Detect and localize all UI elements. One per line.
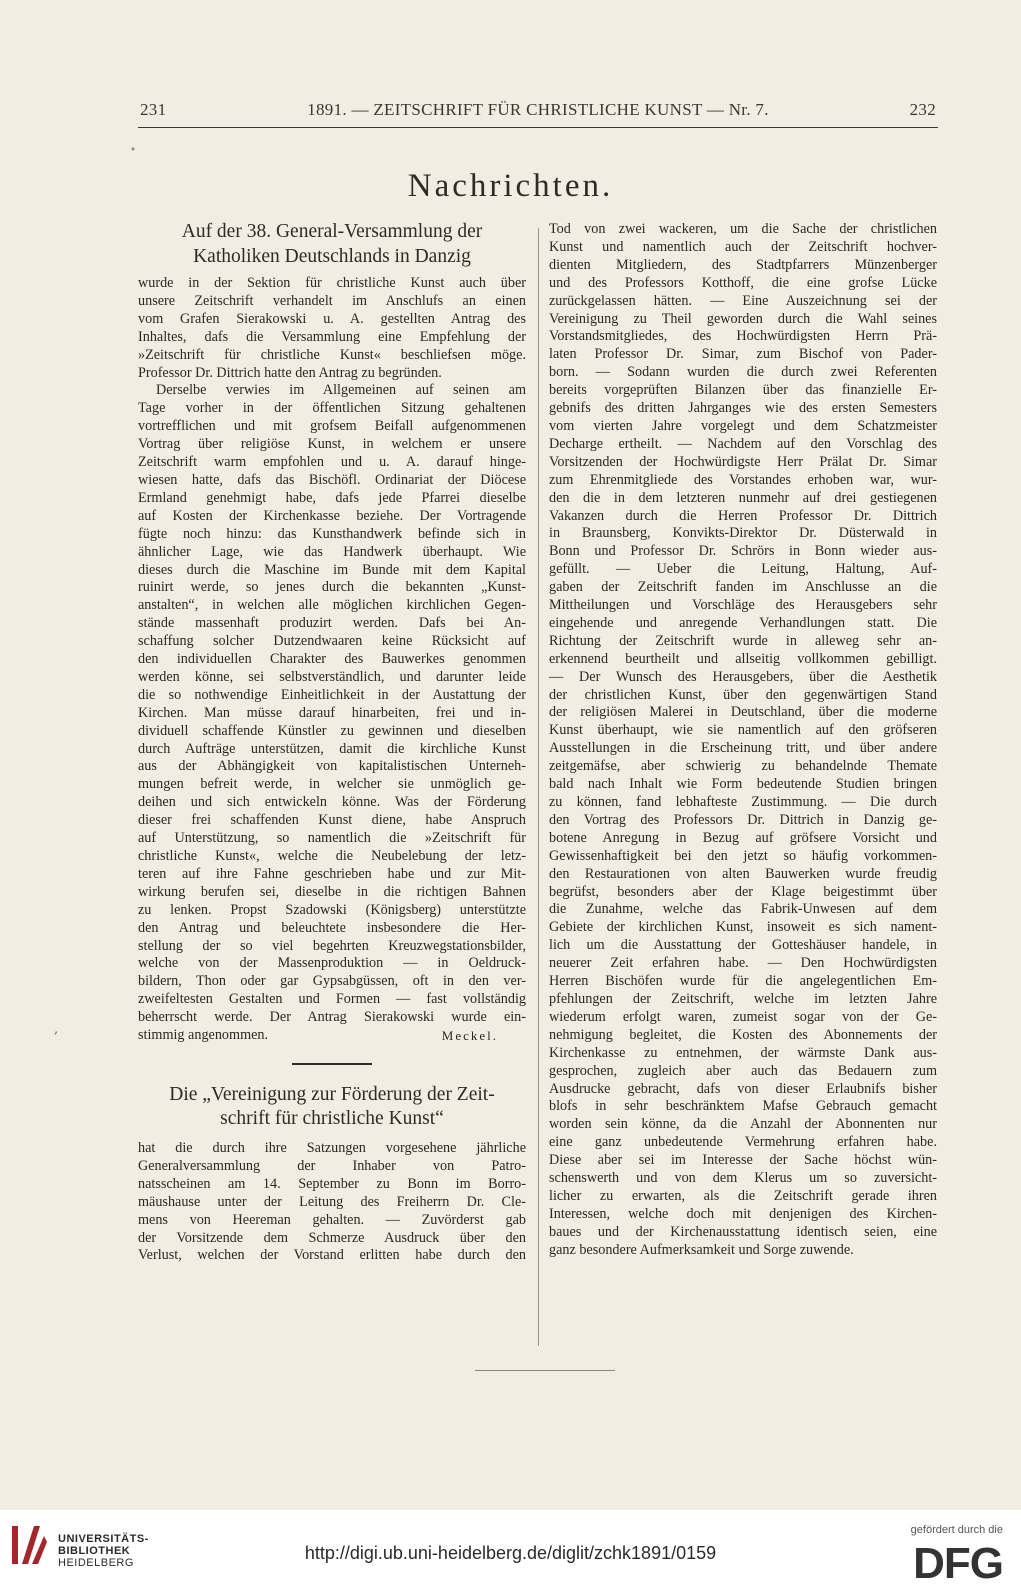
article1-heading-line2: Katholiken Deutschlands in Danzig (193, 245, 471, 267)
text-line: wiederum erfolgt waren, zumeist sogar von der Ge- (549, 1008, 937, 1025)
text-line: Vorstandsmitgliedes, des Hochwürdigsten Herrn Prä- (549, 328, 937, 345)
column-divider (538, 228, 539, 1346)
library-name-line1: UNIVERSITÄTS- (58, 1533, 149, 1545)
text-line: den Restaurationen von alten Bauwerken wurde freudig (549, 865, 937, 882)
text-line: teren auf ihre Fahne geschrieben habe und zur Mit- (138, 865, 526, 882)
text-line: wurde in der Sektion für christliche Kunst auch über (138, 275, 526, 291)
text-line: gefüllt. — Ueber die Leitung, Haltung, Auf- (549, 561, 937, 578)
text-line: nehmigung begleitet, die Kosten des Abonnements der (549, 1026, 937, 1043)
text-line: den individuellen Charakter des Bauwerkes genommen (138, 651, 526, 668)
permalink-url[interactable]: http://digi.ub.uni-heidelberg.de/diglit/zchk1891/0159 (304, 1543, 717, 1563)
text-line: Generalversammlung der Inhaber von Patro- (138, 1157, 526, 1174)
text-line: der religiösen Malerei in Deutschland, über die moderne (549, 704, 937, 721)
text-line: christliche Kunst«, welche die Neubelebung der letz- (138, 848, 526, 864)
text-line: Vorsitzenden der Hochwürdigste Herr Prälat Dr. Simar (549, 453, 937, 470)
text-line: bildern, Thon oder gar Gypsabgüssen, oft in den ver- (138, 973, 526, 990)
text-line: natsscheinen am 14. September zu Bonn im Borro- (138, 1175, 526, 1192)
footer-bar (0, 1510, 1021, 1594)
text-line: den Antrag und beleuchtete insbesondere die Her- (138, 919, 526, 936)
text-line: auf Unterstützung, so namentlich die »Zeitschrift für (138, 830, 526, 847)
text-line: neuerer Zeit erfahren habe. — Den Hochwürdigsten (549, 955, 937, 972)
text-line: zu lenken. Propst Szadowski (Königsberg) unterstützte (138, 901, 526, 918)
text-line: zum Ehrenmitgliede des Vorstandes erhoben war, wur- (549, 471, 937, 488)
text-line: wirkung berufen sei, dieselbe in die richtigen Bahnen (138, 883, 526, 900)
library-name-line3: HEIDELBERG (58, 1557, 134, 1569)
article1-author: Meckel. (441, 1028, 498, 1044)
text-line: stände massenhaft produzirt werden. Dafs bei An- (138, 615, 526, 632)
text-line: in Braunsberg, Konvikts-Direktor Dr. Düsterwald in (549, 525, 937, 542)
text-line: hat die durch ihre Satzungen vorgesehene jährliche (138, 1139, 526, 1156)
article2-heading (138, 1083, 526, 1132)
journal-header: 1891. — ZEITSCHRIFT FÜR CHRISTLICHE KUNST — Nr. 7. (307, 100, 769, 119)
right-column-last-line: ganz besondere Aufmerksamkeit und Sorge zuwende. (549, 1241, 854, 1258)
text-line: schaffung solcher Dutzendwaaren keine Rücksicht auf (138, 633, 526, 650)
left-column (138, 220, 526, 1265)
article1-last-line: stimmig angenommen. (138, 1027, 269, 1044)
running-head (140, 100, 936, 124)
article1-paragraph-2 (138, 382, 526, 1027)
text-line: Diese aber sei im Interesse der Sache höchst wün- (549, 1152, 937, 1169)
text-line: blofs in sehr beschränktem Mafse Gebrauch gemacht (549, 1098, 937, 1115)
text-line: Verlust, welchen der Vorstand erlitten habe durch den (138, 1247, 526, 1264)
text-line: der christlichen Kunst, über den gegenwärtigen Stand (549, 686, 937, 703)
text-line: laten Professor Dr. Simar, zum Bischof von Pader- (549, 346, 937, 363)
right-column (549, 221, 937, 1260)
text-line: begrüfst, besonders aber der Klage beigestimmt über (549, 883, 937, 900)
text-line: beherrscht werde. Der Antrag Sierakowski wurde ein- (138, 1009, 526, 1026)
header-rule (138, 127, 938, 128)
text-line: zweifeltesten Gestalten und Formen — fast vollständig (138, 991, 526, 1008)
text-line: anstalten“, in welchen alle möglichen kirchlichen Gegen- (138, 597, 526, 614)
text-line: dieser frei schaffenden Kunst diene, habe Anspruch (138, 812, 526, 829)
text-line: botene Anregung in Bezug auf gröfsere Vorsicht und (549, 829, 937, 846)
text-line: Tage vorher in der öffentlichen Sitzung gehaltenen (138, 400, 526, 417)
article2-heading-line1: Die „Vereinigung zur Förderung der Zeit- (169, 1083, 495, 1105)
text-line: den Vortrag des Professors Dr. Dittrich in Danzig ge- (549, 811, 937, 828)
text-line: Herren Bischöfen wurde für die angelegentlichen Em- (549, 973, 937, 990)
text-line: Mittheilungen und Vorschläge des Herausgebers sehr (549, 597, 937, 614)
right-column-body (549, 221, 937, 1242)
text-line: erkennend beurtheilt und allseitig vollkommen gebilligt. (549, 650, 937, 667)
text-line: Vortrag über religiöse Kunst, in welchem er unsere (138, 436, 526, 453)
text-line: dividuell schaffende Künstler zu gewinnen und dieselben (138, 722, 526, 739)
text-line: Zeitschrift warm empfohlen und u. A. darauf hinge- (138, 454, 526, 471)
text-line: bereits vorgeprüften Bilanzen über das finanzielle Er- (549, 382, 937, 399)
text-line: werden könne, sei selbstverständlich, und darunter leide (138, 668, 526, 685)
text-line: zu können, fand lebhafteste Zustimmung. — Die durch (549, 794, 937, 810)
text-line: welche von der Massenproduktion — in Oeldruck- (138, 955, 526, 972)
scan-speck: • (130, 145, 136, 156)
text-line: Gebiete der kirchlichen Kunst, insoweit es sich nament- (549, 919, 937, 936)
text-line: auf Kosten der Kirchenkasse beziehe. Der Vortragende (138, 507, 526, 524)
text-line: dieses durch die Maschine im Bunde mit dem Kapital (138, 561, 526, 578)
section-title: Nachrichten. (407, 168, 614, 204)
text-line: gebnifs des dritten Jahrganges wie des ersten Semesters (549, 400, 937, 417)
article2-body (138, 1140, 526, 1265)
text-line: Bonn und Professor Dr. Schrörs in Bonn wieder aus- (549, 543, 937, 560)
text-line: schenswerth und von dem Klerus um so zuversicht- (549, 1170, 937, 1187)
text-line: bald nach Inhalt wie Form bedeutende Studien bringen (549, 776, 937, 793)
article-separator (292, 1063, 372, 1065)
text-line: mäushause unter der Leitung des Freiherrn Dr. Cle- (138, 1193, 526, 1210)
text-line: Gewissenhaftigkeit bei den jetzt so häufig vorkommen- (549, 847, 937, 864)
text-line: mens von Heereman gehalten. — Zuvörderst gab (138, 1211, 526, 1228)
text-line: wiesen hatte, dafs das Bischöfl. Ordinariat der Diöcese (138, 471, 526, 488)
text-line: vortrefflichen und mit grofsem Beifall aufgenommenen (138, 418, 526, 435)
text-line: Ermland genehmigt habe, dafs jede Pfarrei dieselbe (138, 489, 526, 506)
end-rule (475, 1370, 615, 1371)
text-line: gaben der Zeitschrift fanden im Anschlusse an die (549, 579, 937, 596)
text-line: vom Grafen Sierakowski u. A. gestellten Antrag des (138, 310, 526, 327)
text-line: zeitgemäfse, aber schwierig zu behandelnde Themate (549, 758, 937, 775)
text-line: Ausdrucke gebracht, dafs von dieser Erlaubnifs bisher (549, 1080, 937, 1097)
page-number-left: 231 (140, 100, 167, 119)
text-line: fügte noch hinzu: das Kunsthandwerk befinde sich in (138, 525, 526, 542)
text-line: deihen und sich entwickeln könne. Was der Förderung (138, 794, 526, 811)
article1-heading-line1: Auf der 38. General-Versammlung der (181, 221, 483, 242)
text-line: licher zu erwarten, als die Zeitschrift gerade ihren (549, 1187, 937, 1204)
text-line: Derselbe verwies im Allgemeinen auf seinen am (156, 382, 526, 399)
text-line: Decharge ertheilt. — Nachdem auf den Vorschlag des (549, 435, 937, 452)
text-line: baues und der Kirchenausstattung identisch seien, eine (549, 1223, 937, 1240)
text-line: durch Aufträge unterstützen, damit die kirchliche Kunst (138, 740, 526, 757)
text-line: eine ganz unbedeutende Vermehrung erfahren habe. (549, 1134, 937, 1151)
article2-heading-line2: schrift für christliche Kunst“ (220, 1108, 444, 1130)
text-line: Kirchenkasse zu entnehmen, der wärmste Dank aus- (549, 1044, 937, 1061)
text-line: Kirchen. Man müsse darauf hinarbeiten, frei und in- (138, 704, 526, 721)
text-line: Ausstellungen in die Erscheinung tritt, und über andere (549, 740, 937, 757)
dfg-logo: DFG (913, 1539, 1003, 1588)
text-line: Professor Dr. Dittrich hatte den Antrag zu begründen. (138, 364, 442, 381)
text-line: dienten Mitgliedern, des Stadtpfarrers Münzenberger (549, 256, 937, 273)
text-line: zurückgelassen hätten. — Eine Auszeichnung sei der (549, 292, 937, 309)
text-line: Vereinigung zu Theil geworden durch die Wahl seines (549, 310, 937, 327)
text-line: »Zeitschrift für christliche Kunst« beschliefsen möge. (138, 346, 526, 363)
text-line: pfehlungen der Zeitschrift, welche im letzten Jahre (549, 990, 937, 1007)
article1-heading (138, 220, 526, 269)
text-line: die Zunahme, welche das Fabrik-Unwesen auf dem (549, 901, 937, 918)
text-line: Kunst überhaupt, wie sie namentlich auf den gröfseren (549, 722, 937, 739)
article1-paragraph-1 (138, 275, 526, 382)
text-line: aus der Abhängigkeit von kapitalistischen Unterneh- (138, 758, 526, 775)
text-line: stellung der so viel begehrten Kreuzwegstationsbilder, (138, 937, 526, 954)
text-line: born. — Sodann wurden die durch zwei Referenten (549, 364, 937, 381)
text-line: und des Professors Kotthoff, die eine grofse Lücke (549, 274, 937, 291)
scan-mark: , (54, 1022, 59, 1037)
text-line: der Vorsitzende dem Schmerze Ausdruck über den (138, 1229, 526, 1246)
text-line: Richtung der Zeitschrift wurde in alleweg sehr an- (549, 632, 937, 649)
article1-closing-line (138, 1027, 526, 1045)
text-line: mungen befreit werde, in welcher sie unmöglich ge- (138, 776, 526, 793)
text-line: worden sein könne, da die Anzahl der Abonnenten nur (549, 1116, 937, 1133)
text-line: ähnlicher Lage, wie das Handwerk überhaupt. Wie (138, 543, 526, 560)
text-line: — Der Wunsch des Herausgebers, über die Aesthetik (549, 668, 937, 685)
text-line: Interessen, welche doch mit denjenigen des Kirchen- (549, 1205, 937, 1222)
text-line: ruinirt werde, so jenes durch die bekannten „Kunst- (138, 579, 526, 596)
text-line: Kunst und namentlich auch der Zeitschrift hochver- (549, 238, 937, 255)
text-line: Vakanzen durch die Herren Professor Dr. Dittrich (549, 507, 937, 524)
text-line: den die in dem letzteren nunmehr auf drei gestiegenen (549, 489, 937, 506)
text-line: lich um die Ausstattung der Gotteshäuser handele, in (549, 937, 937, 954)
text-line: eingehende und anregende Verhandlungen statt. Die (549, 614, 937, 631)
text-line: Tod von zwei wackeren, um die Sache der christlichen (549, 221, 937, 237)
page-number-right: 232 (909, 100, 936, 119)
text-line: gesprochen, zugleich aber auch das Bedauern zum (549, 1062, 937, 1079)
text-line: unsere Zeitschrift verhandelt im Anschlufs an einen (138, 292, 526, 309)
text-line: Inhaltes, dafs die Versammlung eine Empfehlung der (138, 328, 526, 345)
funding-label: gefördert durch die (910, 1524, 1003, 1536)
text-line: vom vierten Jahre vorgelegt und dem Schatzmeister (549, 417, 937, 434)
text-line: die so nothwendige Einheitlichkeit in der Austattung der (138, 686, 526, 703)
library-name-line2: BIBLIOTHEK (58, 1545, 131, 1557)
